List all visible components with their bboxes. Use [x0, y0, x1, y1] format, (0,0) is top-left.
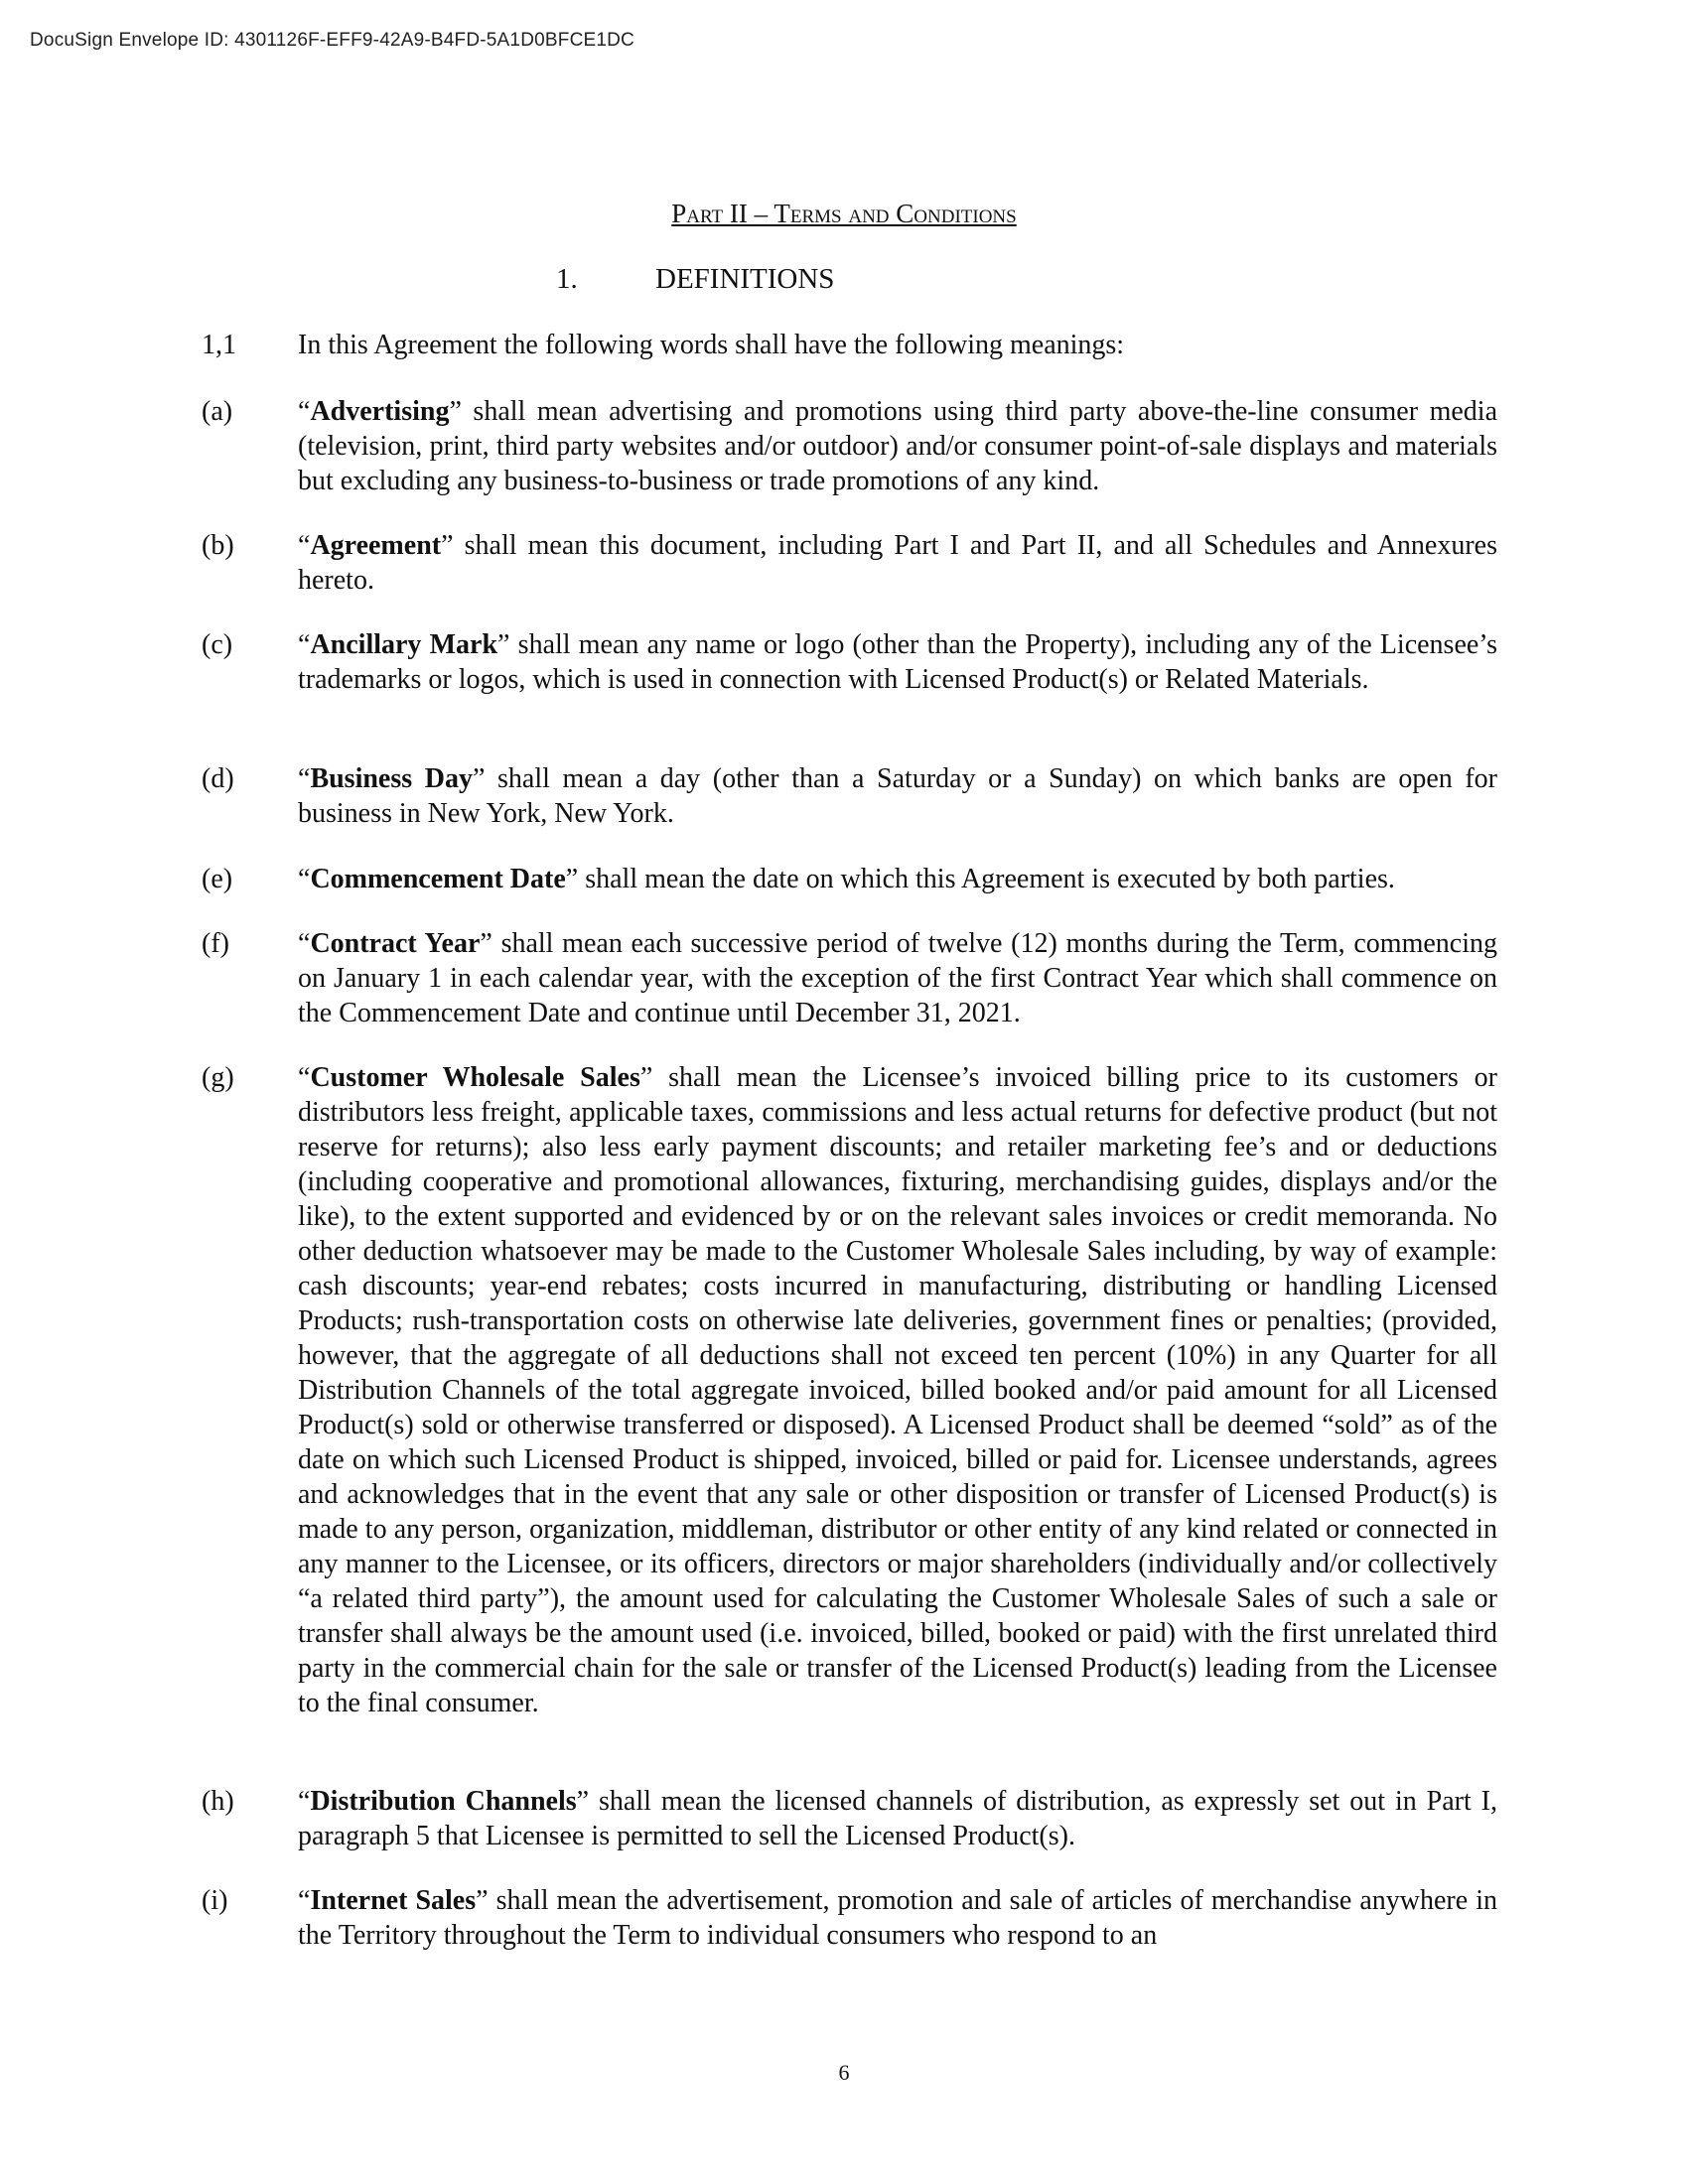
definition-body: shall mean advertising and promotions using third party above-the-line consumer media (television, print, third party websites and/or outdoor) and/or consumer point-of-sale displays and materials but excluding any business-to-business or trade promotions of any kind.	[298, 396, 1497, 496]
definition-term: Contract Year	[310, 928, 481, 959]
definition-label: (e)	[202, 864, 233, 894]
definition-text: “Contract Year” shall mean each successive period of twelve (12) months during the Term, commencing on January 1 in each calendar year, with the exception of the first Contract Year which shall commence on the Commencement Date and continue until December 31, 2021.	[298, 928, 1497, 1028]
page-number: 6	[838, 2060, 850, 2085]
definition-body: shall mean the Licensee’s invoiced billing price to its customers or distributors less freight, applicable taxes, commissions and less actual returns for defective product (but not reserve for returns); also less early payment discounts; and retailer marketing fee’s and or deductions (including cooperative and promotional allowances, fixturing, merchandising guides, displays and/or the like), to the extent supported and evidenced by or on the relevant sales invoices or credit memoranda. No other deduction whatsoever may be made to the Customer Wholesale Sales including, by way of example: cash discounts; year-end rebates; costs incurred in manufacturing, distributing or handling Licensed Products; rush-transportation costs on otherwise late deliveries, government fines or penalties; (provided, however, that the aggregate of all deductions shall not exceed ten percent (10%) in any Quarter for all Distribution Channels of the total aggregate invoiced, billed booked and/or paid amount for all Licensed Product(s) sold or otherwise transferred or disposed). A Licensed Product shall be deemed “sold” as of the date on which such Licensed Product is shipped, invoiced, billed or paid for. Licensee understands, agrees and acknowledges that in the event that any sale or other disposition or transfer of Licensed Product(s) is made to any person, organization, middleman, distributor or other entity of any kind related or connected in any manner to the Licensee, or its officers, directors or major shareholders (individually and/or collectively “a related third party”), the amount used for calculating the Customer Wholesale Sales of such a sale or transfer shall always be the amount used (i.e. invoiced, billed, booked or paid) with the first unrelated third party in the commercial chain for the sale or transfer of the Licensed Product(s) leading from the Licensee to the final consumer.	[298, 1062, 1497, 1718]
definition-term: Distribution Channels	[310, 1786, 577, 1817]
clause-text: In this Agreement the following words shall have the following meanings:	[298, 330, 1125, 360]
definition-text: “Customer Wholesale Sales” shall mean the Licensee’s invoiced billing price to its customers or distributors less freight, applicable taxes, commissions and less actual returns for defective product (but not reserve for returns); also less early payment discounts; and retailer marketing fee’s and or deductions (including cooperative and promotional allowances, fixturing, merchandising guides, displays and/or the like), to the extent supported and evidenced by or on the relevant sales invoices or credit memoranda. No other deduction whatsoever may be made to the Customer Wholesale Sales including, by way of example: cash discounts; year-end rebates; costs incurred in manufacturing, distributing or handling Licensed Products; rush-transportation costs on otherwise late deliveries, government fines or penalties; (provided, however, that the aggregate of all deductions shall not exceed ten percent (10%) in any Quarter for all Distribution Channels of the total aggregate invoiced, billed booked and/or paid amount for all Licensed Product(s) sold or otherwise transferred or disposed). A Licensed Product shall be deemed “sold” as of the date on which such Licensed Product is shipped, invoiced, billed or paid for. Licensee understands, agrees and acknowledges that in the event that any sale or other disposition or transfer of Licensed Product(s) is made to any person, organization, middleman, distributor or other entity of any kind related or connected in any manner to the Licensee, or its officers, directors or major shareholders (individually and/or collectively “a related third party”), the amount used for calculating the Customer Wholesale Sales of such a sale or transfer shall always be the amount used (i.e. invoiced, billed, booked or paid) with the first unrelated third party in the commercial chain for the sale or transfer of the Licensed Product(s) leading from the Licensee to the final consumer.	[298, 1062, 1497, 1718]
definition-text: “Agreement” shall mean this document, including Part I and Part II, and all Schedules and Annexures hereto.	[298, 530, 1497, 596]
definition-term: Internet Sales	[310, 1885, 477, 1916]
definition-term: Ancillary Mark	[310, 629, 498, 660]
definition-text: “Ancillary Mark” shall mean any name or logo (other than the Property), including any of the Licensee’s trademarks or logos, which is used in connection with Licensed Product(s) or Related Materials.	[298, 629, 1497, 695]
definition-term: Agreement	[310, 530, 442, 561]
definition-term: Business Day	[310, 763, 473, 794]
definition-text: “Commencement Date” shall mean the date on which this Agreement is executed by both parties.	[298, 864, 1395, 894]
definition-text: “Distribution Channels” shall mean the licensed channels of distribution, as expressly set out in Part I, paragraph 5 that Licensee is permitted to sell the Licensed Product(s).	[298, 1786, 1498, 1851]
section-number: 1.	[556, 263, 578, 295]
definition-term: Commencement Date	[310, 864, 566, 894]
docusign-envelope-id: DocuSign Envelope ID: 4301126F-EFF9-42A9-B4FD-5A1D0BFCE1DC	[30, 30, 634, 51]
definition-term: Customer Wholesale Sales	[310, 1062, 640, 1093]
section-title: DEFINITIONS	[655, 263, 835, 295]
definition-label: (i)	[202, 1885, 228, 1916]
definition-label: (c)	[202, 629, 233, 660]
definition-label: (h)	[202, 1786, 234, 1817]
definition-body: shall mean the date on which this Agreement is executed by both parties.	[578, 864, 1395, 894]
definition-body: shall mean any name or logo (other than the Property), including any of the Licensee’s trademarks or logos, which is used in connection with Licensed Product(s) or Related Materials.	[298, 629, 1497, 695]
part-title-text: Part II – Terms and Conditions	[671, 199, 1017, 228]
definition-body: shall mean the licensed channels of distribution, as expressly set out in Part I, paragraph 5 that Licensee is permitted to sell the Licensed Product(s).	[298, 1786, 1498, 1851]
definition-text: “Business Day” shall mean a day (other than a Saturday or a Sunday) on which banks are open for business in New York, New York.	[298, 763, 1498, 829]
definition-label: (b)	[202, 530, 234, 561]
definition-label: (d)	[202, 763, 234, 794]
definition-body: shall mean a day (other than a Saturday or a Sunday) on which banks are open for business in New York, New York.	[298, 763, 1498, 829]
definition-term: Advertising	[310, 396, 450, 427]
definition-label: (a)	[202, 396, 233, 427]
definition-body: shall mean this document, including Part I and Part II, and all Schedules and Annexures hereto.	[298, 530, 1497, 596]
definition-text: “Internet Sales” shall mean the advertisement, promotion and sale of articles of merchandise anywhere in the Territory throughout the Term to individual consumers who respond to an	[298, 1885, 1497, 1951]
definition-label: (f)	[202, 928, 229, 959]
definition-body: shall mean each successive period of twelve (12) months during the Term, commencing on January 1 in each calendar year, with the exception of the first Contract Year which shall commence on the Commencement Date and continue until December 31, 2021.	[298, 928, 1497, 1028]
section-heading	[556, 263, 834, 296]
clause-label: 1,1	[202, 330, 236, 360]
definition-body: shall mean the advertisement, promotion and sale of articles of merchandise anywhere in the Territory throughout the Term to individual consumers who respond to an	[298, 1885, 1497, 1951]
definition-text: “Advertising” shall mean advertising and promotions using third party above-the-line consumer media (television, print, third party websites and/or outdoor) and/or consumer point-of-sale displays and materials but excluding any business-to-business or trade promotions of any kind.	[298, 396, 1497, 496]
part-title	[0, 199, 1688, 229]
definition-label: (g)	[202, 1062, 234, 1093]
